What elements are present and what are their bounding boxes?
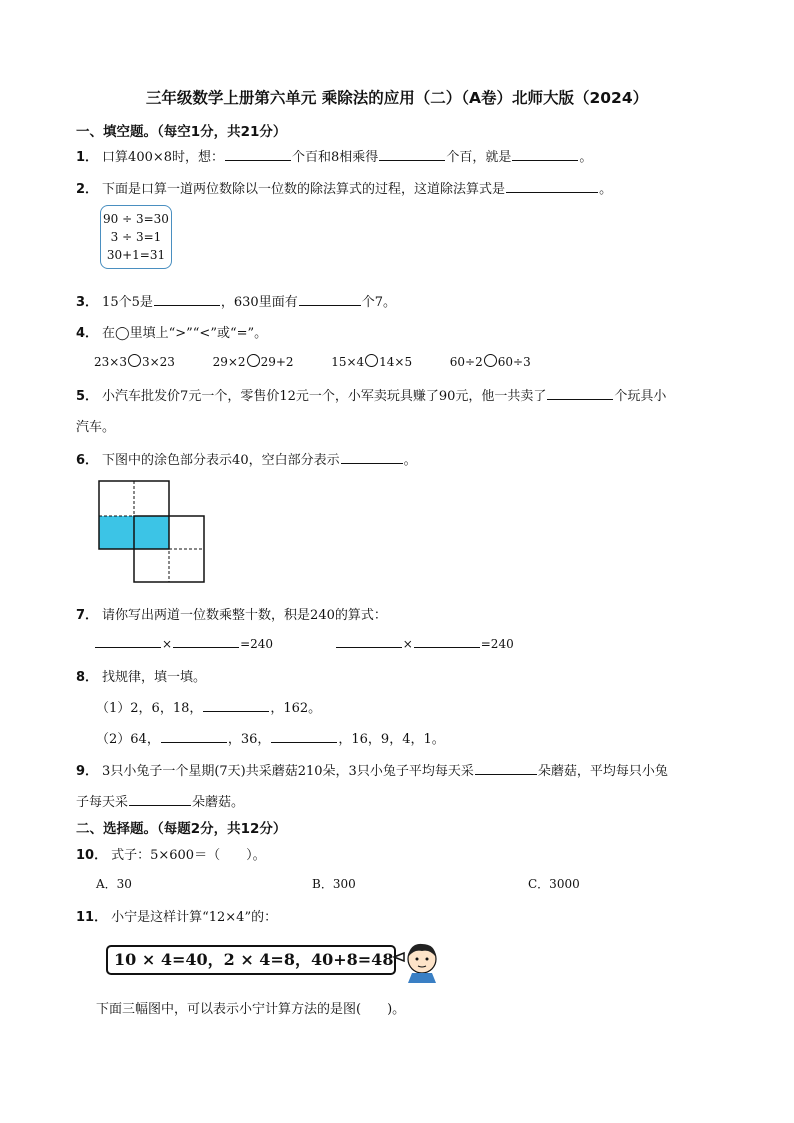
question-2: 2． 下面是口算一道两位数除以一位数的除法算式的过程，这道除法算式是 。: [76, 182, 613, 197]
page-title: 三年级数学上册第六单元 乘除法的应用（二）（A卷）北师大版（2024）: [145, 89, 649, 107]
question-11-prompt: 下面三幅图中，可以表示小宁计算方法的是图( )。: [96, 1002, 406, 1017]
question-7-answers: × =240 × =240: [94, 635, 514, 651]
section-fill-blank: 一、填空题。（每空1分，共21分）: [76, 124, 287, 140]
blank[interactable]: [95, 635, 161, 648]
question-4: 4． 在◯里填上“>”“<”或“=”。: [76, 326, 268, 341]
blank[interactable]: [299, 293, 361, 306]
question-3: 3． 15个5是 ，630里面有 个7。: [76, 295, 396, 310]
blank[interactable]: [271, 730, 337, 743]
option-b[interactable]: B．300: [312, 877, 356, 891]
blank[interactable]: [512, 148, 578, 161]
blank[interactable]: [161, 730, 227, 743]
blank[interactable]: [203, 699, 269, 712]
section-choice: 二、选择题。（每题2分，共12分）: [76, 821, 287, 837]
compare-circle[interactable]: [247, 354, 260, 367]
compare-circle[interactable]: [128, 354, 141, 367]
question-9: 9． 3只小兔子一个星期(7天)共采蘑菇210朵，3只小兔子平均每天采 朵蘑菇，平均每只小兔: [76, 764, 668, 779]
calc-process-box: 90 ÷ 3=30 3 ÷ 3=1 30+1=31: [100, 205, 172, 269]
blank[interactable]: [414, 635, 480, 648]
shaded-grid-figure: [98, 480, 208, 584]
compare-circle[interactable]: [365, 354, 378, 367]
blank[interactable]: [506, 180, 598, 193]
question-9-cont: 子每天采 朵蘑菇。: [76, 795, 245, 810]
blank[interactable]: [547, 387, 613, 400]
blank[interactable]: [154, 293, 220, 306]
question-11: 11． 小宁是这样计算“12×4”的：: [76, 910, 278, 925]
question-8-line-2: （2）64， ，36， ，16，9，4，1。: [96, 732, 445, 747]
option-c[interactable]: C．3000: [528, 877, 580, 891]
blank[interactable]: [475, 762, 537, 775]
blank[interactable]: [173, 635, 239, 648]
question-8-line-1: （1）2，6，18， ，162。: [96, 701, 322, 716]
blank[interactable]: [341, 451, 403, 464]
compare-circle[interactable]: [484, 354, 497, 367]
question-5: 5． 小汽车批发价7元一个，零售价12元一个，小军卖玩具赚了90元，他一共卖了 个玩具小: [76, 389, 667, 404]
blank[interactable]: [336, 635, 402, 648]
blank[interactable]: [129, 793, 191, 806]
question-10-options: [96, 875, 580, 892]
question-7: 7． 请你写出两道一位数乘整十数，积是240的算式：: [76, 608, 387, 623]
speech-bubble: 10 × 4=40，2 × 4=8，40+8=48: [106, 945, 396, 975]
blank[interactable]: [379, 148, 445, 161]
question-4-items: 23×3 3×23 29×2 29+2 15×4 14×5 60÷2 60÷3: [94, 355, 531, 369]
blank[interactable]: [225, 148, 291, 161]
boy-avatar-icon: [392, 939, 452, 983]
option-a[interactable]: A．30: [96, 877, 132, 891]
question-5-cont: 汽车。: [76, 420, 116, 435]
question-10: 10． 式子：5×600＝（ ）。: [76, 848, 266, 863]
question-6: 6． 下图中的涂色部分表示40，空白部分表示 。: [76, 453, 417, 468]
question-1: 1． 口算400×8时，想： 个百和8相乘得 个百，就是 。: [76, 150, 593, 165]
question-8: 8． 找规律，填一填。: [76, 670, 207, 685]
